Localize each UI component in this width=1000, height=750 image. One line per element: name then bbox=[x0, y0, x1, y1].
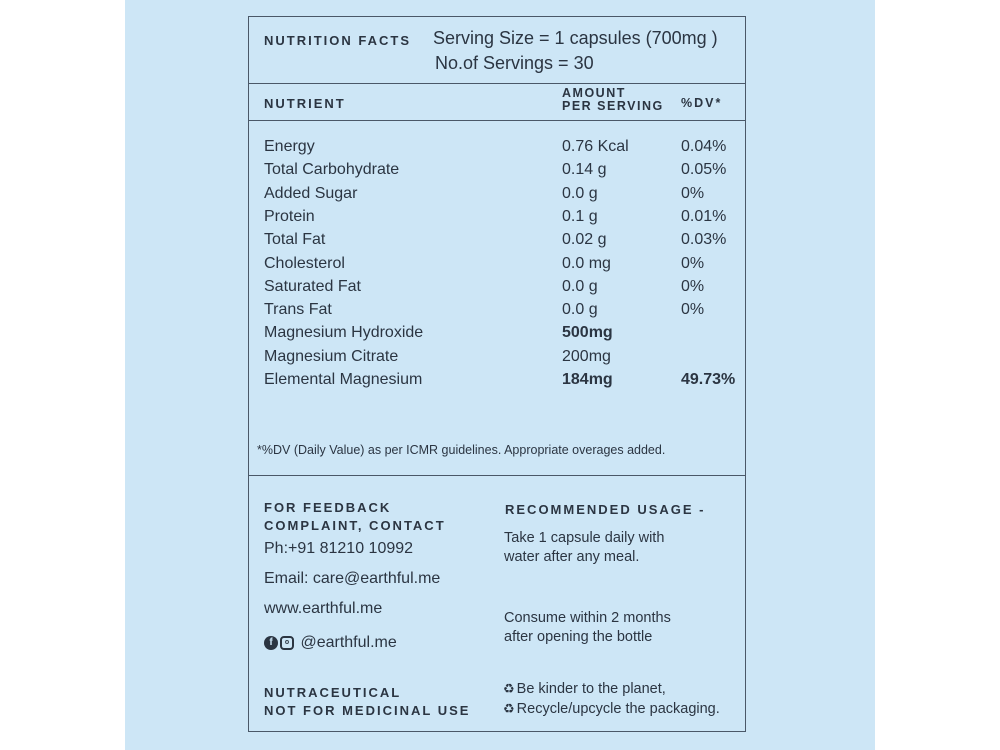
legal-line1: NUTRACEUTICAL bbox=[264, 685, 402, 700]
eco-line2: Recycle/upcycle the packaging. bbox=[516, 701, 720, 717]
divider bbox=[249, 120, 745, 121]
usage-line3: Consume within 2 months bbox=[504, 610, 671, 626]
nutrient-dv: 0.03% bbox=[681, 231, 727, 249]
nutrient-amount: 500mg bbox=[562, 324, 613, 342]
nutrient-name: Total Carbohydrate bbox=[264, 161, 400, 179]
nutrient-dv: 0.05% bbox=[681, 161, 727, 179]
nutrient-name: Total Fat bbox=[264, 231, 326, 249]
column-amount bbox=[562, 87, 664, 113]
contact-email: Email: care@earthful.me bbox=[264, 570, 441, 587]
nutrient-dv: 0.01% bbox=[681, 207, 727, 225]
nutrient-amount: 0.14 g bbox=[562, 161, 607, 179]
contact-phone: Ph:+91 81210 10992 bbox=[264, 540, 414, 557]
recycle-icon: ♻ bbox=[503, 681, 515, 696]
divider bbox=[249, 475, 745, 476]
nutrient-dv: 49.73% bbox=[681, 371, 736, 388]
usage-dosage bbox=[504, 529, 664, 567]
nutrient-name: Magnesium Hydroxide bbox=[264, 324, 424, 342]
nutrient-amount: 0.0 mg bbox=[562, 254, 611, 272]
recycle-icon: ♻ bbox=[503, 701, 515, 716]
nutrient-name: Elemental Magnesium bbox=[264, 371, 423, 388]
nutrient-amount: 0.02 g bbox=[562, 231, 607, 249]
social-handle: @earthful.me bbox=[300, 634, 397, 651]
usage-heading: RECOMMENDED USAGE - bbox=[505, 502, 706, 517]
nutrient-amount: 184mg bbox=[562, 371, 613, 388]
nutrient-amount: 0.0 g bbox=[562, 277, 598, 295]
nutrient-name: Added Sugar bbox=[264, 184, 358, 202]
nutrient-amount: 0.76 Kcal bbox=[562, 138, 629, 155]
nutrient-name: Protein bbox=[264, 207, 315, 225]
contact-heading bbox=[264, 499, 446, 535]
column-amount-line1: AMOUNT bbox=[562, 86, 626, 100]
divider bbox=[249, 83, 745, 84]
nutrient-amount: 0.0 g bbox=[562, 301, 598, 319]
nutrient-amount: 0.0 g bbox=[562, 184, 598, 202]
nutrient-dv: 0.04% bbox=[681, 138, 727, 155]
social-handle-row bbox=[264, 634, 397, 652]
facebook-icon: f bbox=[264, 636, 278, 650]
legal-line2: NOT FOR MEDICINAL USE bbox=[264, 703, 471, 718]
nutrition-facts-title: NUTRITION FACTS bbox=[264, 33, 411, 48]
serving-size: Serving Size = 1 capsules (700mg ) bbox=[433, 28, 718, 48]
contact-heading-line1: FOR FEEDBACK bbox=[264, 500, 392, 515]
footnote: *%DV (Daily Value) as per ICMR guidelines. Appropriate overages added. bbox=[257, 443, 666, 457]
nutrient-amount: 0.1 g bbox=[562, 207, 598, 225]
nutrient-name: Magnesium Citrate bbox=[264, 347, 399, 365]
nutrient-dv: 0% bbox=[681, 301, 705, 319]
contact-heading-line2: COMPLAINT, CONTACT bbox=[264, 518, 446, 533]
column-nutrient: NUTRIENT bbox=[264, 96, 346, 111]
eco-message bbox=[503, 679, 720, 719]
instagram-icon: o bbox=[280, 636, 294, 650]
nutrient-amount: 200mg bbox=[562, 347, 611, 365]
nutrient-name: Saturated Fat bbox=[264, 277, 361, 295]
eco-line1: Be kinder to the planet, bbox=[516, 681, 666, 697]
nutrient-dv: 0% bbox=[681, 184, 705, 202]
servings-count: No.of Servings = 30 bbox=[435, 53, 594, 73]
nutrient-name: Cholesterol bbox=[264, 254, 345, 272]
usage-storage bbox=[504, 609, 671, 647]
column-amount-line2: PER SERVING bbox=[562, 99, 664, 113]
nutrition-label bbox=[248, 16, 746, 732]
legal-notice bbox=[264, 684, 470, 720]
nutrient-name: Energy bbox=[264, 138, 315, 155]
column-dv: %DV* bbox=[681, 96, 723, 110]
nutrient-dv: 0% bbox=[681, 277, 705, 295]
usage-line4: after opening the bottle bbox=[504, 629, 653, 645]
nutrient-name: Trans Fat bbox=[264, 301, 332, 319]
usage-line1: Take 1 capsule daily with bbox=[504, 530, 665, 546]
nutrient-dv: 0% bbox=[681, 254, 705, 272]
usage-line2: water after any meal. bbox=[504, 549, 640, 565]
contact-website: www.earthful.me bbox=[264, 600, 383, 617]
